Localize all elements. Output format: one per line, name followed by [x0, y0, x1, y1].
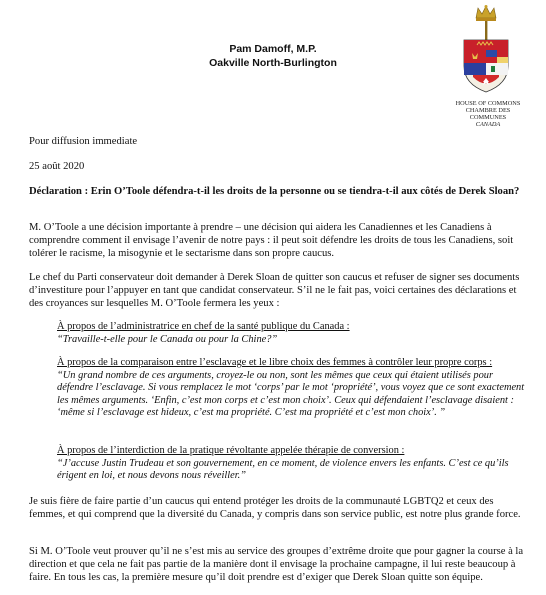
quote-heading: À propos de l’administratrice en chef de la santé publique du Canada :: [57, 321, 350, 332]
crest-line-1: HOUSE OF COMMONS: [455, 100, 521, 107]
house-of-commons-crest-icon: [458, 4, 514, 96]
crest-line-3: CANADA: [475, 121, 501, 128]
release-date: 25 août 2020: [29, 161, 85, 172]
quote-heading: À propos de l’interdiction de la pratique révoltante appelée thérapie de conversion :: [57, 445, 405, 456]
quote-block-1: [57, 321, 527, 346]
quote-text: “Travaille-t-elle pour le Canada ou pour la Chine?”: [57, 333, 278, 345]
paragraph-2: Le chef du Parti conservateur doit demander à Derek Sloan de quitter son caucus et refuser de signer ses documents d’investiture pour l’appuyer en tant que candidat conservateur. S’il ne le fait pas, voici certaines des déclarations et des croyances sur lesquelles M. O’Toole fermera les yeux :: [29, 272, 520, 310]
crest-line-2: CHAMBRE DES COMMUNES: [465, 107, 511, 121]
quote-block-2: [57, 357, 527, 420]
statement-title: Déclaration : Erin O’Toole défendra-t-il les droits de la personne ou se tiendra-t-il aux côtés de Derek Sloan?: [29, 186, 520, 197]
paragraph-3: Je suis fière de faire partie d’un caucus qui entend protéger les droits de la communauté LGBTQ2 et ceux des femmes, et qui comprend que la diversité du Canada, y compris dans son service public, est notre plus grande force.: [29, 496, 521, 521]
quote-block-3: [57, 445, 527, 483]
quote-heading: À propos de la comparaison entre l’esclavage et le libre choix des femmes à contrôler leur propre corps :: [57, 357, 493, 368]
mp-name: Pam Damoff, M.P.: [229, 43, 317, 55]
mp-riding: Oakville North-Burlington: [209, 57, 337, 69]
release-line: Pour diffusion immediate: [29, 136, 138, 147]
quote-text: “J’accuse Justin Trudeau et son gouvernement, en ce moment, de violence envers les enfants. C’est ce qu’ils érigent en loi, et nous devons nous réveiller.”: [57, 457, 509, 482]
paragraph-4: Si M. O’Toole veut prouver qu’il ne s’est mis au service des groupes d’extrême droite que pour gagner la course à la direction et que cela ne fait pas partie de la manière dont il envisage la prochaine campagne, il lui reste beaucoup à faire. En tous les cas, la première mesure qu’il doit prendre est d’exiger que Derek Sloan quitte son équipe.: [29, 546, 524, 584]
paragraph-1: M. O’Toole a une décision importante à prendre – une décision qui aidera les Canadiennes et les Canadiens à comprendre comment il envisage l’avenir de notre pays : il peut soit défendre les droits de tous les Canadiens, soit tolérer le racisme, la misogynie et le sectarisme dans son propre caucus.: [29, 222, 514, 260]
crest-caption: [448, 100, 528, 128]
quote-text: “Un grand nombre de ces arguments, croyez-le ou non, sont les mêmes que ceux qui étaient utilisés pour défendre l’esclavage. Si vous remplacez le mot ‘corps’ par le mot ‘propriété’, vous voyez que ce sont exactement les mêmes arguments. ‘Enfin, c’est mon corps et c’est mon choix’. Ceux qui défendaient l’esclavage disaient : ‘même si l’esclavage est hideux, c’est ma propriété. C’est ma propriété et c’est mon choix’. ”: [57, 369, 525, 419]
